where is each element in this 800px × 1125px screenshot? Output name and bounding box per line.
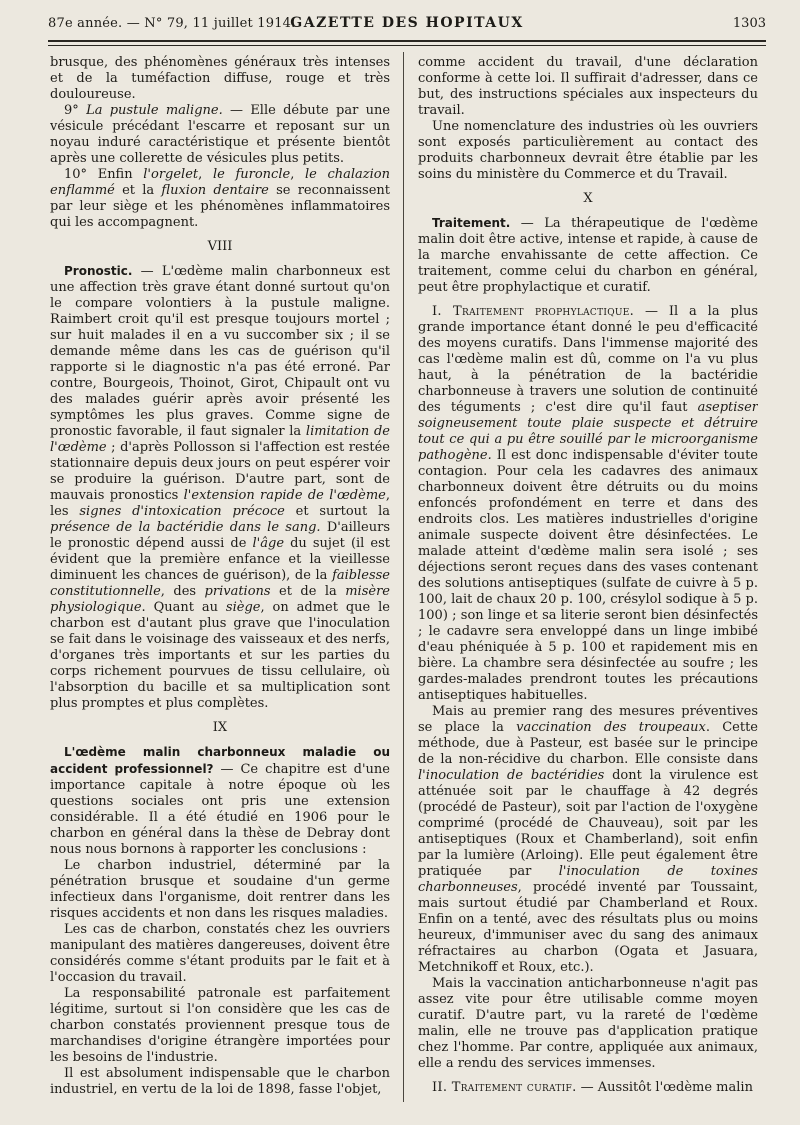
paragraph-pustule [50,103,390,167]
paragraph: comme accident du travail, d'une déclaration conforme à cette loi. Il suffirait d'adresser, dans ce but, des instructions spéciales aux inspecteurs du travail. [418,55,758,118]
page-number: 1303 [732,16,766,31]
emphasis: le chalazion enflammé [50,167,390,198]
text: Mais au premier rang des mesures préventives se place la [418,704,758,735]
text: , procédé inventé par Toussaint, mais surtout étudié par Chamberland et Roux. Enfin on a tenté, avec des résultats plus ou moins heureux, d'immuniser avec du sang des animaux réfractaires au charbon (Ogata et Jasuara, Metchnikoff et Roux, etc.). [418,880,758,975]
text: — Il a la plus grande importance étant donné le peu d'efficacité des moyens curatifs. Dans l'immense majorité des cas l'œdème malin est dû, comme on l'a vu plus haut, à la pénétration de la bactéridie charbonneuse à travers une solution de continuité des téguments ; c'est dire qu'il faut [418,304,758,415]
emphasis: l'extension rapide de l'œdème [183,488,386,503]
text: D'ailleurs le pronostic dépend aussi de [50,520,390,551]
subheading: Pronostic. [64,264,133,278]
emphasis: La pustule maligne. [86,103,223,118]
emphasis: le furoncle [212,167,291,182]
paragraph: Les cas de charbon, constatés chez les ouvriers manipulant des matières dangereuses, doivent être considérés comme s'étant produits par le fait et à l'occasion du travail. [50,922,390,985]
running-header [48,14,766,36]
header-rule-thick [48,40,766,42]
emphasis: l'inoculation de toxines charbonneuses [418,864,758,895]
paragraph-traitement [418,215,758,296]
paragraph: Une nomenclature des industries où les ouvriers sont exposés particulièrement au contact des produits charbonneux devrait être établie par les soins du ministère du Commerce et du Travail. [418,119,758,182]
emphasis: présence de la bactéridie dans le sang. [50,520,321,535]
text: , les [50,488,390,519]
text: se reconnaissent par leur siège et les phénomènes inflammatoires qui les accompagnent. [50,183,390,230]
emphasis: l'âge [252,536,285,551]
paragraph: Le charbon industriel, déterminé par la pénétration brusque et soudaine d'un germe infectieux dans l'organisme, doit rentrer dans les risques accidents et non dans les risques maladies. [50,858,390,921]
journal-title: GAZETTE DES HOPITAUX [290,15,524,31]
text: , des [160,584,205,599]
paragraph: Mais la vaccination anticharbonneuse n'agit pas assez vite pour être utilisable comme moyen curatif. D'autre part, vu la rareté de l'œdème malin, elle ne trouve pas d'application pratique chez l'homme. Par contre, appliquée aux animaux, elle a rendu des services immenses. [418,976,758,1071]
emphasis: fluxion dentaire [161,183,269,198]
section-heading-ix: IX [212,720,228,735]
paragraph-prophylactique [418,304,758,704]
subheading: I. Traitement prophylactique. [432,304,635,319]
text: , [198,167,213,182]
section-heading-viii: VIII [207,239,233,254]
subheading: L'œdème malin charbonneux maladie ou accident professionnel? [50,745,390,776]
text: et surtout la [284,504,390,519]
emphasis: l'orgelet [143,167,199,182]
text: ; d'après Pollosson si l'affection est restée stationnaire depuis deux jours on peut espérer voir se produire la guérison. D'autre part, sont de mauvais pronostics [50,440,390,503]
emphasis: siège [225,600,261,615]
subheading: Traitement. [432,216,511,230]
subheading: II. Traitement curatif. [432,1080,577,1095]
paragraph: La responsabilité patronale est parfaitement légitime, surtout si l'on considère que les cas de charbon constatés proviennent presque tous de marchandises d'origine étrangère importées pour les besoins de l'industrie. [50,986,390,1065]
text: , on admet que le charbon est d'autant plus grave que l'inoculation se fait dans le voisinage des vaisseaux et des nerfs, d'organes très importants et sur les parties du corps richement pourvues de tissu cellulaire, où l'absorption du bacille et sa multiplication sont plus promptes et plus complètes. [50,600,390,711]
emphasis: vaccination des troupeaux [516,720,706,735]
text: du sujet (il est évident que la première enfance et la vieillesse diminuent les chances de guérison), de la [50,536,390,583]
emphasis: faiblesse constitutionnelle [50,568,390,599]
text: 10° Enfin [64,167,144,182]
paragraph-maladie-accident [50,744,390,858]
paragraph-pronostic [50,263,390,712]
text: 9° [64,103,87,118]
left-column [50,55,390,1105]
right-column [418,55,758,1105]
emphasis: limitation de l'œdème [50,424,390,455]
text: Il est donc indispensable d'éviter toute contagion. Pour cela les cadavres des animaux charbonneux doivent être détruits ou du moins enfoncés profondément en terre et dans des endroits clos. Les matières industrielles d'origine animale suspecte doivent être désinfectées. Le malade atteint d'œdème malin sera isolé ; ses déjections seront reçues dans des vases contenant des solutions antiseptiques (sulfate de cuivre à 5 p. 100, lait de chaux 20 p. 100, crésylol sodique à 5 p. 100) ; son linge et sa literie seront bien désinfectés ; le cadavre sera enveloppé dans un linge imbibé d'eau phéniquée à 5 p. 100 et rapidement mis en bière. La chambre sera désinfectée au soufre ; les gardes-malades prendront toutes les précautions antiseptiques habituelles. [418,448,758,703]
text: , [290,167,305,182]
section-heading-x: X [583,191,593,206]
text: — Aussitôt l'œdème malin [576,1080,753,1095]
emphasis: privations [204,584,271,599]
text: et la [114,183,162,198]
paragraph [50,55,390,103]
text: — La thérapeutique de l'œdème malin doit être active, intense et rapide, à cause de la marche envahissante de cette affection. Ce traitement, comme celui du charbon en général, peut être prophylactique et curatif. [418,216,758,295]
paragraph: Il est absolument indispensable que le charbon industriel, en vertu de la loi de 1898, fasse l'objet, [50,1066,390,1097]
text: . Cette méthode, due à Pasteur, est basée sur le principe de la non-récidive du charbon. Elle consiste dans [418,720,758,767]
header-rule-thin [48,45,766,46]
issue-info: 87e année. — N° 79, 11 juillet 1914. [48,16,296,31]
text: . Quant au [141,600,226,615]
text: — Ce chapitre est d'une importance capitale à notre époque où les questions sociales ont pris une extension considérable. Il a été étudié en 1906 pour le charbon en général dans la thèse de Debray dont nous nous bornons à rapporter les conclusions : [50,762,390,857]
text: brusque, des phénomènes généraux très intenses et de la tuméfaction diffuse, rouge et très douloureuse. [50,55,390,102]
text: — L'œdème malin charbonneux est une affection très grave étant donné surtout qu'on le compare volontiers à la pustule maligne. Raimbert croit qu'il est presque toujours mortel ; sur huit malades il en a vu succomber six ; il se demande même dans les cas de guérison qu'il rapporte si le diagnostic n'a pas été erroné. Par contre, Bourgeois, Thoinot, Girot, Chipault ont vu des malades guérir après avoir présenté les symptômes les plus graves. Comme signe de pronostic favorable, il faut signaler la [50,264,390,439]
text: dont la virulence est atténuée soit par le chauffage à 42 degrés (procédé de Pasteur), soit par l'action de l'oxygène comprimé (procédé de Chauveau), soit par les antiseptiques (Roux et Chamberland), soit enfin par la lumière (Arloing). Elle peut également être pratiquée par [418,768,758,879]
paragraph-vaccination [418,704,758,976]
text: — Elle débute par une vésicule précédant l'escarre et reposant sur un noyau induré caractéristique et présente bientôt après une collerette de vésicules plus petits. [50,103,390,166]
emphasis: signes d'intoxication précoce [79,504,285,519]
emphasis: aseptiser soigneusement toute plaie suspecte et détruire tout ce qui a pu être souillé par le microorganisme pathogène. [418,400,758,463]
column-divider [403,52,404,1102]
text: et de la [270,584,346,599]
paragraph-curatif [418,1080,758,1096]
emphasis: misère physiologique [50,584,390,615]
paragraph-orgelet [50,167,390,231]
emphasis: l'inoculation de bactéridies [418,768,605,783]
